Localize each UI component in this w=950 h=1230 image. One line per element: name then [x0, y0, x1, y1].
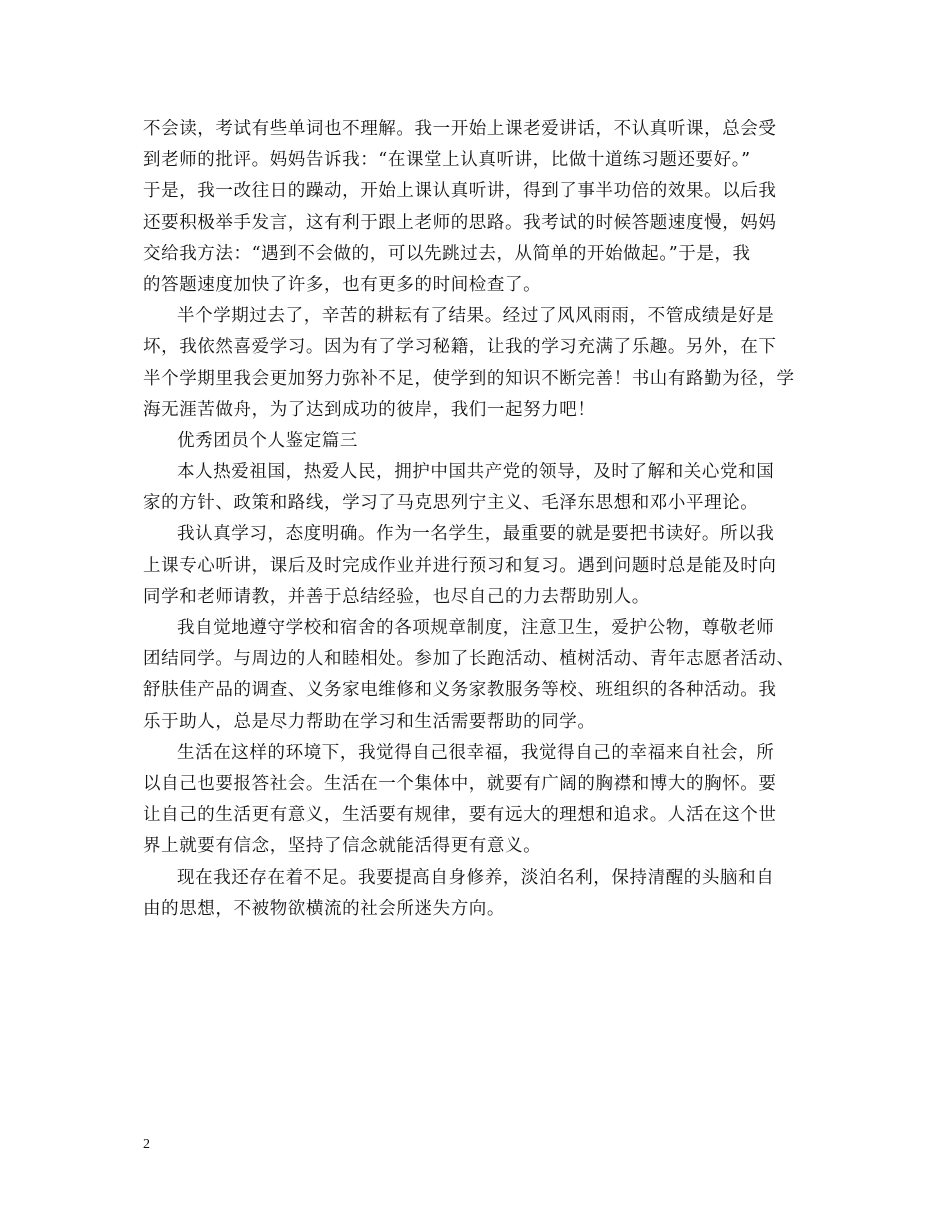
text-line: 海无涯苦做舟，为了达到成功的彼岸，我们一起努力吧！ [143, 399, 596, 420]
text-line: 由的思想，不被物欲横流的社会所迷失方向。 [143, 898, 505, 919]
text-line: 半个学期里我会更加努力弥补不足，使学到的知识不断完善！书山有路勤为径，学 [143, 368, 795, 389]
text-line: 团结同学。与周边的人和睦相处。参加了长跑活动、植树活动、青年志愿者活动、 [143, 649, 795, 670]
text-line: 的答题速度加快了许多，也有更多的时间检查了。 [143, 274, 542, 295]
text-line: 坏，我依然喜爱学习。因为有了学习秘籍，让我的学习充满了乐趣。另外，在下 [143, 337, 777, 358]
text-line: 家的方针、政策和路线，学习了马克思列宁主义、毛泽东思想和邓小平理论。 [143, 493, 759, 514]
paragraph-first-line: 我认真学习，态度明确。作为一名学生，最重要的就是要把书读好。所以我 [177, 524, 775, 545]
paragraph-first-line: 半个学期过去了，辛苦的耕耘有了结果。经过了风风雨雨，不管成绩是好是 [177, 306, 775, 327]
document-body [143, 114, 811, 925]
paragraph-first-line: 优秀团员个人鉴定篇三 [177, 430, 358, 451]
text-line: 还要积极举手发言，这有利于跟上老师的思路。我考试的时候答题速度慢，妈妈 [143, 212, 777, 233]
paragraph-first-line: 本人热爱祖国，热爱人民，拥护中国共产党的领导，及时了解和关心党和国 [177, 462, 775, 483]
text-line: 到老师的批评。妈妈告诉我：“在课堂上认真听讲，比做十道练习题还要好。” [143, 150, 751, 171]
text-line: 上课专心听讲，课后及时完成作业并进行预习和复习。遇到问题时总是能及时向 [143, 555, 777, 576]
text-line: 让自己的生活更有意义，生活要有规律，要有远大的理想和追求。人活在这个世 [143, 805, 777, 826]
page-number: 2 [143, 1137, 150, 1152]
text-line: 界上就要有信念，坚持了信念就能活得更有意义。 [143, 836, 542, 857]
text-line: 同学和老师请教，并善于总结经验，也尽自己的力去帮助别人。 [143, 586, 650, 607]
text-line: 于是，我一改往日的躁动，开始上课认真听讲，得到了事半功倍的效果。以后我 [143, 181, 777, 202]
paragraph-first-line: 生活在这样的环境下，我觉得自己很幸福，我觉得自己的幸福来自社会，所 [177, 742, 775, 763]
text-line: 舒肤佳产品的调查、义务家电维修和义务家教服务等校、班组织的各种活动。我 [143, 680, 777, 701]
text-line: 不会读，考试有些单词也不理解。我一开始上课老爱讲话，不认真听课，总会受 [143, 119, 777, 139]
paragraph-first-line: 现在我还存在着不足。我要提高自身修养，淡泊名利，保持清醒的头脑和自 [177, 867, 775, 888]
text-line: 乐于助人，总是尽力帮助在学习和生活需要帮助的同学。 [143, 711, 596, 732]
text-line: 以自己也要报答社会。生活在一个集体中，就要有广阔的胸襟和博大的胸怀。要 [143, 773, 777, 794]
text-line: 交给我方法：“遇到不会做的，可以先跳过去，从简单的开始做起。”于是，我 [143, 243, 751, 264]
paragraph-first-line: 我自觉地遵守学校和宿舍的各项规章制度，注意卫生，爱护公物，尊敬老师 [177, 618, 775, 638]
